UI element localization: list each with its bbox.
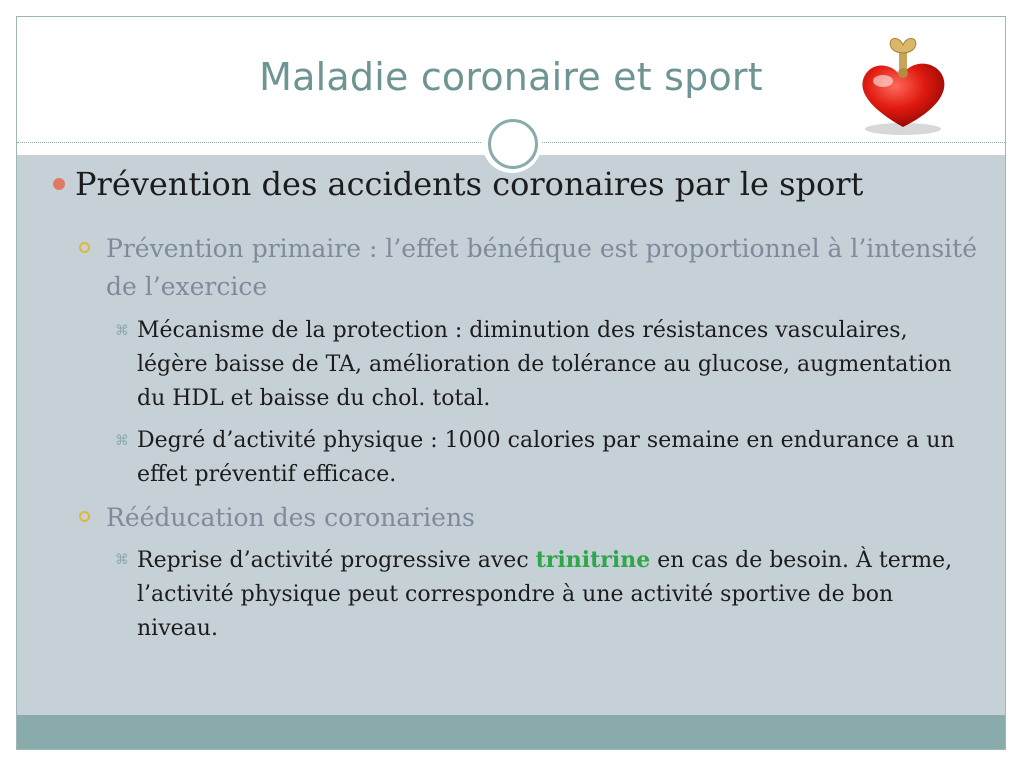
slide bbox=[16, 16, 1006, 750]
highlight-trinitrine: trinitrine bbox=[535, 547, 651, 573]
slide-title: Maladie coronaire et sport bbox=[259, 55, 763, 99]
bullet-level1 bbox=[75, 165, 995, 203]
bullet-mechanism-text: Mécanisme de la protection : diminution des résistances vasculaires, légère baisse de TA, amélioration de tolérance au glucose, augmentation du HDL et baisse du chol. total. bbox=[137, 318, 952, 411]
cross-bullet-icon: ⌘ bbox=[115, 433, 129, 449]
footer-bar bbox=[17, 715, 1005, 750]
bullet-primary-text: Prévention primaire : l’effet bénéfique est proportionnel à l’intensité de l’exercice bbox=[106, 234, 978, 301]
divider-ring-icon bbox=[488, 119, 538, 169]
bullet-activity bbox=[115, 424, 977, 492]
cross-bullet-icon: ⌘ bbox=[115, 552, 129, 568]
ring-bullet-icon bbox=[79, 511, 90, 522]
bullet-reprise-before: Reprise d’activité progressive avec bbox=[137, 548, 536, 573]
bullet-mechanism bbox=[115, 314, 977, 416]
bullet-primary bbox=[106, 230, 986, 306]
cross-bullet-icon: ⌘ bbox=[115, 323, 129, 339]
heart-with-key-icon bbox=[847, 37, 957, 147]
bullet-reprise bbox=[115, 543, 977, 646]
dot-bullet-icon bbox=[53, 178, 65, 190]
bullet-rehab-text: Rééducation des coronariens bbox=[106, 503, 475, 532]
bullet-rehab bbox=[106, 499, 986, 537]
bullet-reprise-after: en cas de besoin. À terme, l’activité physique peut correspondre à une activité sportive de bon niveau. bbox=[137, 548, 953, 641]
bullet-level1-text: Prévention des accidents coronaires par le sport bbox=[75, 165, 864, 203]
bullet-activity-text: Degré d’activité physique : 1000 calories par semaine en endurance a un effet préventif efficace. bbox=[137, 428, 955, 487]
ring-bullet-icon bbox=[79, 242, 90, 253]
